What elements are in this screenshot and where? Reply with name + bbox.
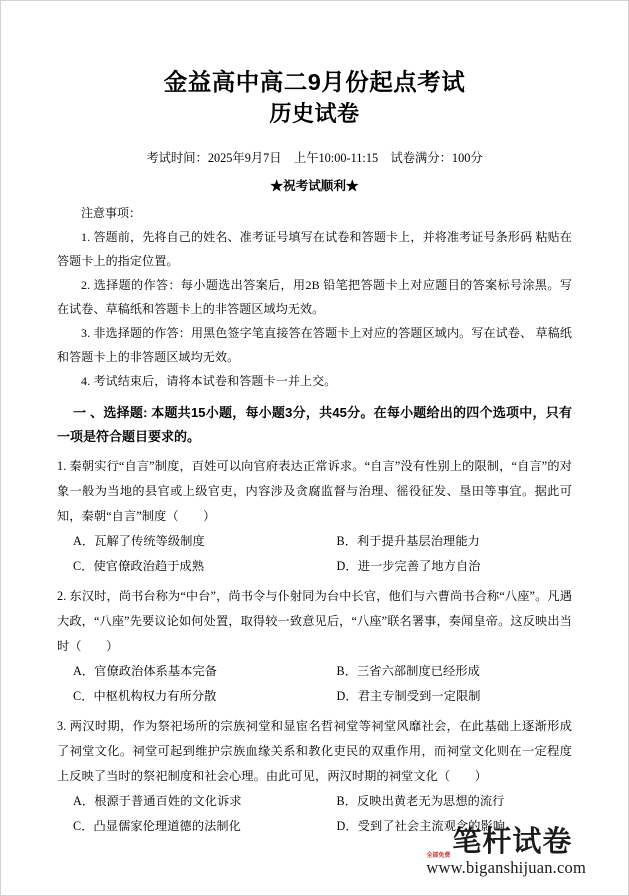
question-stem: 1. 秦朝实行“自言”制度，百姓可以向官府表达正常诉求。“自言”没有性别上的限制，“自言”的对象一般为当地的县官或上级官吏，内容涉及贪腐监督与治理、徭役征发、垦田等事宜。据此可知，秦朝“自言”制度（ ） bbox=[57, 459, 572, 523]
question-options bbox=[57, 659, 572, 709]
notice-item: 2. 选择题的作答：每小题选出答案后，用2B 铅笔把答题卡上对应题目的答案标号涂黑。写在试卷、草稿纸和答题卡上的非答题区域均无效。 bbox=[57, 278, 572, 316]
page-subtitle: 历史试卷 bbox=[269, 101, 360, 126]
option-d[interactable]: D．进一步完善了地方自治 bbox=[336, 559, 481, 573]
option-b[interactable]: B．利于提升基层治理能力 bbox=[336, 534, 480, 548]
option-row bbox=[57, 789, 572, 814]
question-item bbox=[57, 454, 572, 579]
watermark-brand: 笔杆试卷 bbox=[452, 826, 573, 858]
site-watermark bbox=[426, 826, 586, 877]
option-c[interactable]: C．中枢机构权力有所分散 bbox=[73, 689, 217, 703]
option-d[interactable]: D．受到了社会主流观念的影响 bbox=[336, 819, 506, 833]
notice-item: 4. 考试结束后，请将本试卷和答题卡一并上交。 bbox=[81, 374, 337, 388]
notice-item: 1. 答题前，先将自己的姓名、准考证号填写在试卷和答题卡上，并将准考证号条形码 粘贴在答题卡上的指定位置。 bbox=[57, 230, 572, 268]
option-b[interactable]: B．三省六部制度已经形成 bbox=[336, 664, 480, 678]
watermark-url: www.biganshijuan.com bbox=[426, 858, 586, 877]
watermark-url-row bbox=[426, 853, 586, 877]
option-c[interactable]: C．使官僚政治趋于成熟 bbox=[73, 559, 205, 573]
question-stem: 2. 东汉时，尚书台称为“中台”，尚书令与仆射同为台中长官，他们与六曹尚书合称“八座”。凡遇大政，“八座”先要议论如何处置，取得较一致意见后，“八座”联名署事，奏闻皇帝。这反映出当时（ ） bbox=[57, 589, 572, 653]
exam-meta-line: 考试时间：2025年9月7日 上午10:00-11:15 试卷满分：100分 bbox=[146, 151, 483, 165]
free-badge: 全部免费 bbox=[426, 853, 451, 859]
good-luck-line: ★祝考试顺利★ bbox=[270, 179, 359, 193]
option-d[interactable]: D．君主专制受到一定限制 bbox=[336, 689, 481, 703]
notice-block bbox=[57, 201, 572, 393]
question-stem: 3. 两汉时期，作为祭祀场所的宗族祠堂和显宦名哲祠堂等祠堂风靡社会，在此基础上逐渐形成了祠堂文化。祠堂可起到维护宗族血缘关系和教化吏民的双重作用，而祠堂文化则在一定程度上反映了当时的祭祀制度和社会心理。由此可见，两汉时期的祠堂文化（ ） bbox=[57, 719, 572, 783]
section-heading-choice: 一 、选择题: 本题共15小题，每小题3分，共45分。在每小题给出的四个选项中，只有一项是符合题目要求的。 bbox=[57, 405, 573, 444]
question-item bbox=[57, 584, 572, 709]
option-row bbox=[57, 554, 572, 579]
option-a[interactable]: A．根源于普通百姓的文化诉求 bbox=[73, 794, 242, 808]
notice-heading: 注意事项： bbox=[81, 206, 142, 220]
question-options bbox=[57, 529, 572, 579]
option-row bbox=[57, 529, 572, 554]
question-item bbox=[57, 714, 572, 839]
option-b[interactable]: B．反映出黄老无为思想的流行 bbox=[336, 794, 505, 808]
notice-item: 3. 非选择题的作答：用黑色签字笔直接答在答题卡上对应的答题区域内。写在试卷、 草稿纸和答题卡上的非答题区域均无效。 bbox=[57, 326, 572, 364]
option-row bbox=[57, 659, 572, 684]
option-c[interactable]: C．凸显儒家伦理道德的法制化 bbox=[73, 819, 241, 833]
page-content bbox=[1, 1, 628, 839]
page-title: 金益高中高二9月份起点考试 bbox=[163, 69, 466, 95]
option-a[interactable]: A．官僚政治体系基本完备 bbox=[73, 664, 218, 678]
option-a[interactable]: A．瓦解了传统等级制度 bbox=[73, 534, 205, 548]
option-row bbox=[57, 684, 572, 709]
